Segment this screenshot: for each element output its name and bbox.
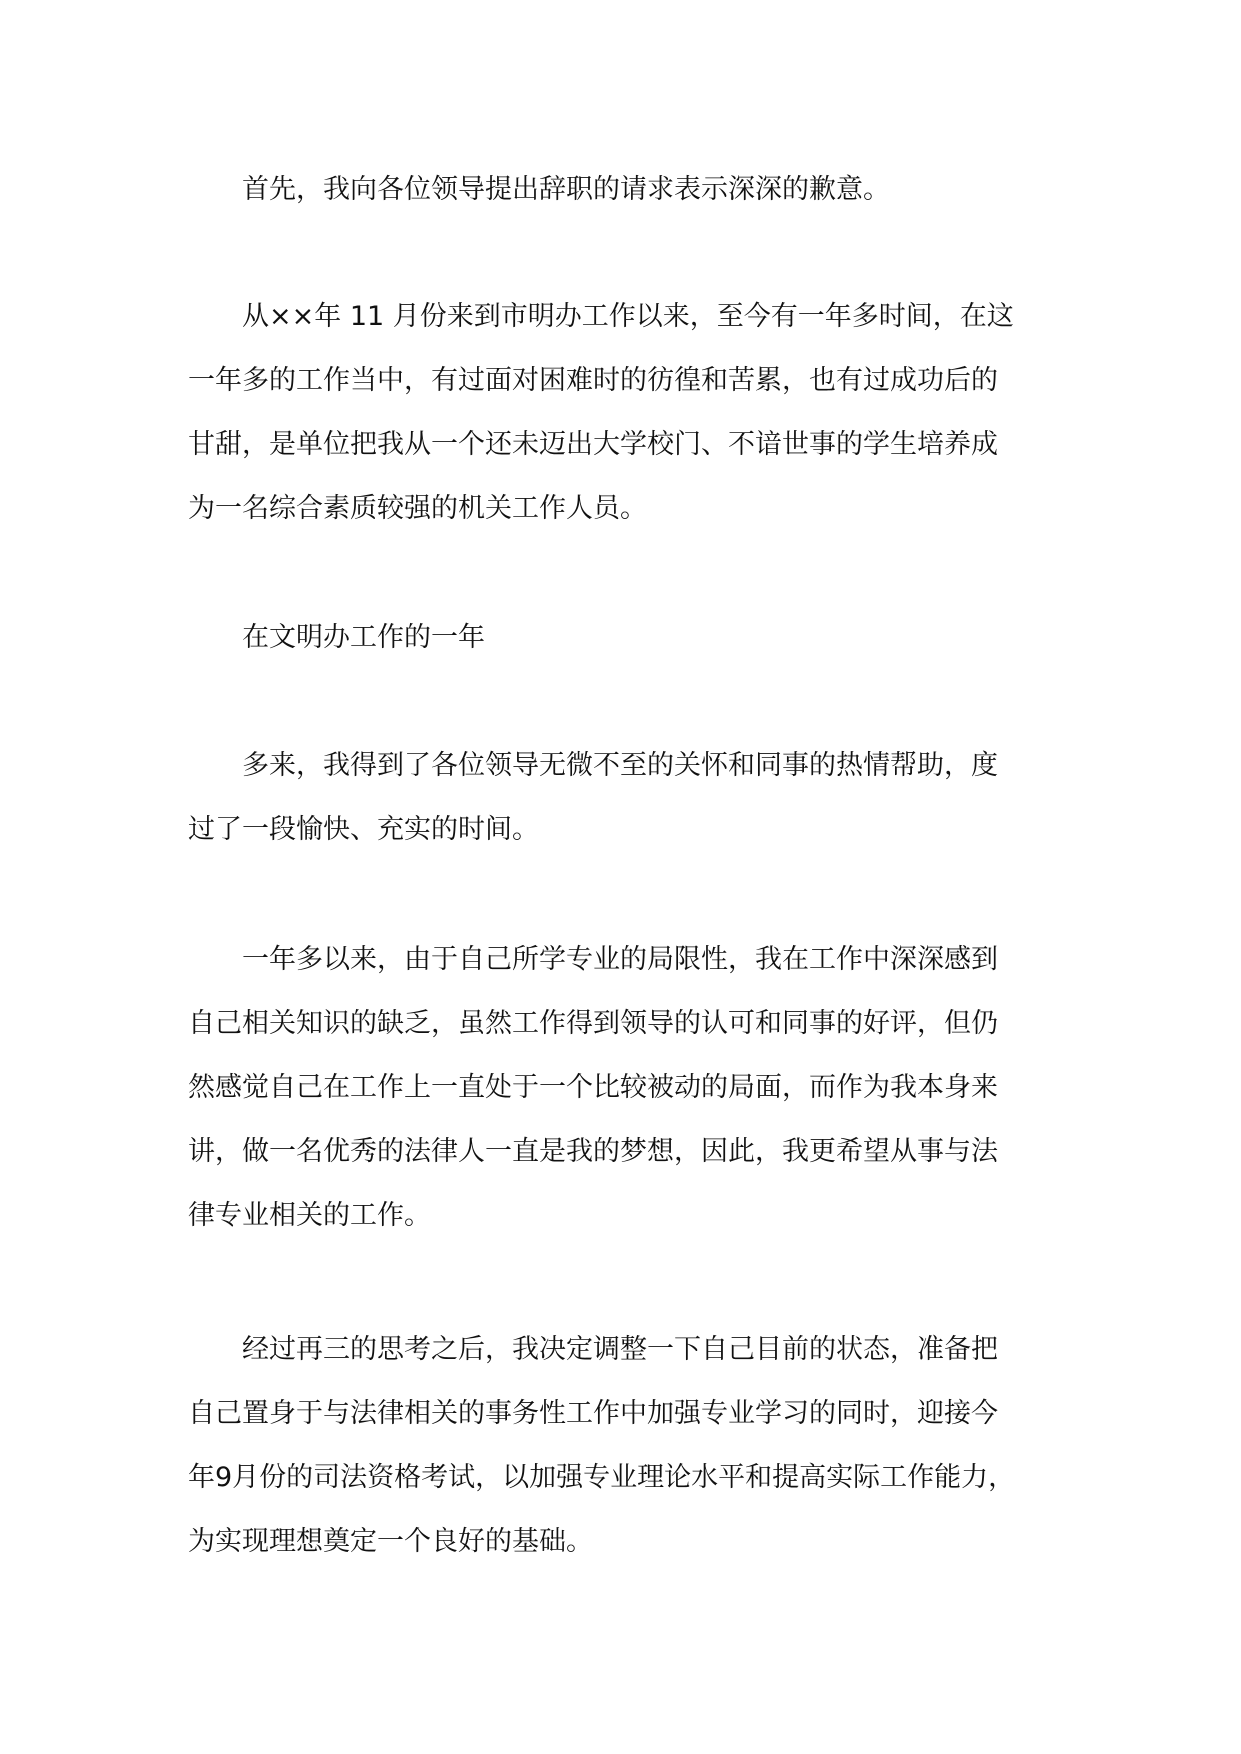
text-line: 年9月份的司法资格考试，以加强专业理论水平和提高实际工作能力， <box>188 1462 1016 1493</box>
paragraph-year-at-office <box>188 606 485 670</box>
paragraph-work-history <box>188 285 1014 541</box>
text-line: 然感觉自己在工作上一直处于一个比较被动的局面，而作为我本身来 <box>188 1072 998 1103</box>
paragraph-reason <box>188 928 998 1248</box>
text-line: 从××年 11 月份来到市明办工作以来，至今有一年多时间，在这 <box>188 301 1014 332</box>
text-line: 自己相关知识的缺乏，虽然工作得到领导的认可和同事的好评，但仍 <box>188 1008 998 1039</box>
text-line: 在文明办工作的一年 <box>188 622 485 653</box>
text-line: 过了一段愉快、充实的时间。 <box>188 814 539 845</box>
text-line: 经过再三的思考之后，我决定调整一下自己目前的状态，准备把 <box>188 1334 998 1365</box>
text-line: 为实现理想奠定一个良好的基础。 <box>188 1526 593 1557</box>
text-line: 首先，我向各位领导提出辞职的请求表示深深的歉意。 <box>188 174 890 205</box>
text-line: 律专业相关的工作。 <box>188 1200 431 1231</box>
paragraph-apology <box>188 158 890 222</box>
text-line: 自己置身于与法律相关的事务性工作中加强专业学习的同时，迎接今 <box>188 1398 998 1429</box>
paragraph-decision <box>188 1318 1015 1574</box>
text-line: 一年多以来，由于自己所学专业的局限性，我在工作中深深感到 <box>188 944 998 975</box>
text-line: 讲，做一名优秀的法律人一直是我的梦想，因此，我更希望从事与法 <box>188 1136 998 1167</box>
text-line: 一年多的工作当中，有过面对困难时的彷徨和苦累，也有过成功后的 <box>188 365 998 396</box>
text-line: 多来，我得到了各位领导无微不至的关怀和同事的热情帮助，度 <box>188 750 998 781</box>
paragraph-gratitude <box>188 734 998 862</box>
text-line: 甘甜，是单位把我从一个还未迈出大学校门、不谙世事的学生培养成 <box>188 429 998 460</box>
text-line: 为一名综合素质较强的机关工作人员。 <box>188 493 647 524</box>
